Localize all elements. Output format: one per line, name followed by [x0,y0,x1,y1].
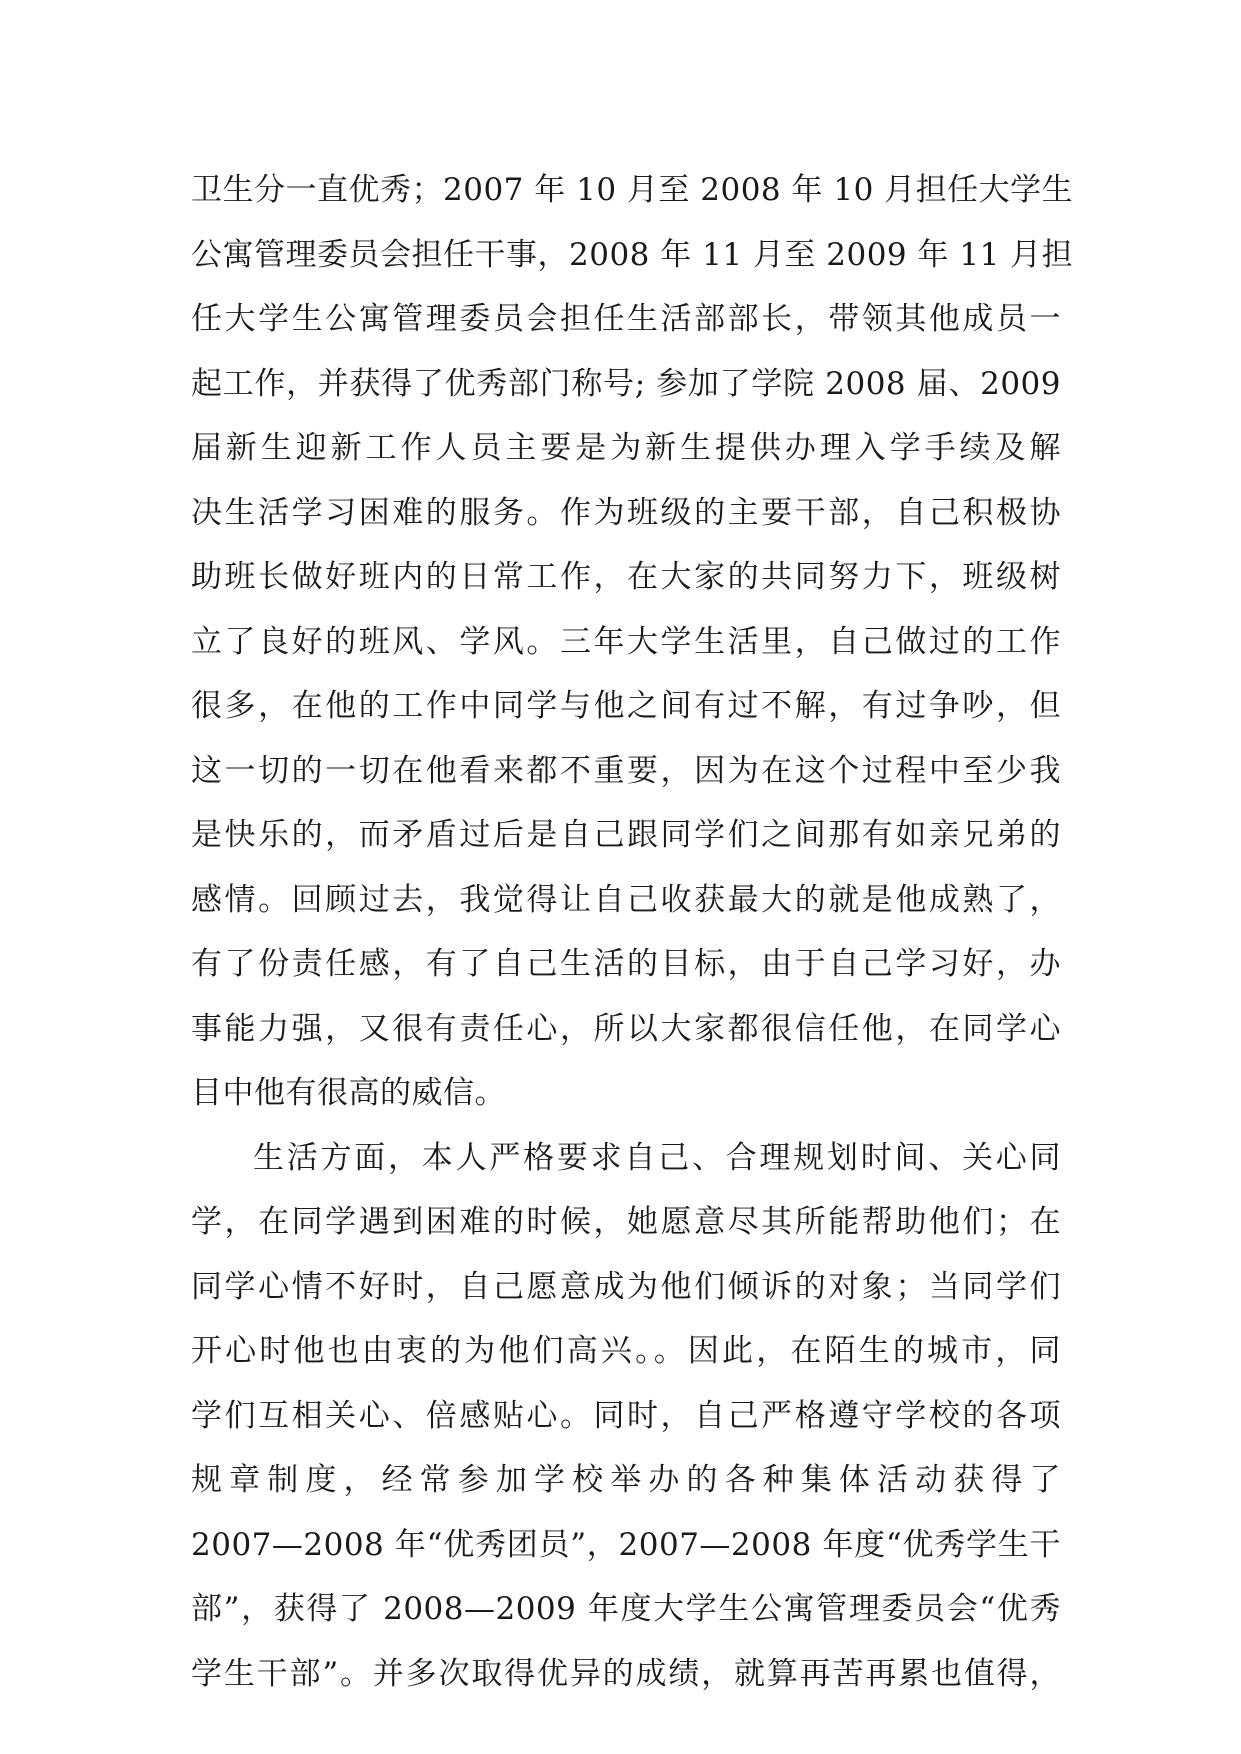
paragraph-line: 公寓管理委员会担任干事，2008 年 11 月至 2009 年 11 月担 [191,236,1074,273]
paragraph-line: 规章制度，经常参加学校举办的各种集体活动获得了 [191,1462,1061,1498]
paragraph-1 [191,158,1074,1126]
paragraph-line: 目中他有很高的威信。 [191,1075,506,1111]
paragraph-line: 立了良好的班风、学风。三年大学生活里，自己做过的工作 [191,623,1061,660]
paragraph-line: 很多，在他的工作中同学与他之间有过不解，有过争吵，但 [191,688,1061,724]
paragraph-line: 生活方面，本人严格要求自己、合理规划时间、关心同 [253,1139,1061,1176]
paragraph-line: 2007—2008 年“优秀团员”，2007—2008 年度“优秀学生干 [191,1526,1061,1563]
paragraph-line: 开心时他也由衷的为他们高兴。。因此，在陌生的城市，同 [191,1333,1061,1369]
paragraph-line: 感情。回顾过去，我觉得让自己收获最大的就是他成熟了， [191,881,1061,918]
paragraph-line: 卫生分一直优秀；2007 年 10 月至 2008 年 10 月担任大学生 [191,172,1074,208]
paragraph-line: 助班长做好班内的日常工作，在大家的共同努力下，班级树 [191,559,1061,595]
paragraph-line: 学们互相关心、倍感贴心。同时，自己严格遵守学校的各项 [191,1397,1061,1434]
paragraph-line: 学生干部”。并多次取得优异的成绩，就算再苦再累也值得， [191,1655,1061,1692]
paragraph-line: 任大学生公寓管理委员会担任生活部部长，带领其他成员一 [191,301,1061,337]
paragraph-line: 有了份责任感，有了自己生活的目标，由于自己学习好，办 [191,946,1061,982]
paragraph-line: 部”，获得了 2008—2009 年度大学生公寓管理委员会“优秀 [191,1591,1061,1627]
paragraph-2 [191,1126,1061,1707]
paragraph-line: 同学心情不好时，自己愿意成为他们倾诉的对象；当同学们 [191,1268,1061,1305]
paragraph-line: 起工作，并获得了优秀部门称号; 参加了学院 2008 届、2009 [191,365,1061,402]
paragraph-line: 事能力强，又很有责任心，所以大家都很信任他，在同学心 [191,1010,1061,1047]
paragraph-line: 决生活学习困难的服务。作为班级的主要干部，自己积极协 [191,494,1061,531]
paragraph-line: 是快乐的，而矛盾过后是自己跟同学们之间那有如亲兄弟的 [191,817,1061,853]
body-text [191,158,1074,1706]
paragraph-line: 学，在同学遇到困难的时候，她愿意尽其所能帮助他们；在 [191,1204,1061,1240]
paragraph-line: 届新生迎新工作人员主要是为新生提供办理入学手续及解 [191,430,1061,466]
paragraph-line: 这一切的一切在他看来都不重要，因为在这个过程中至少我 [191,752,1061,789]
